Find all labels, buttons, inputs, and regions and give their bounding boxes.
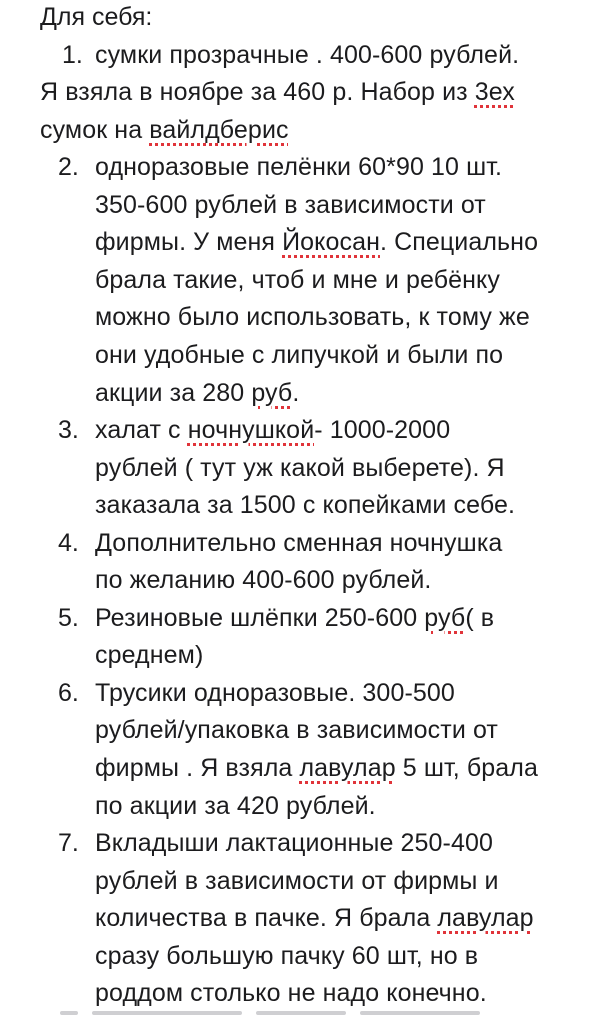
list-item-line (95, 975, 487, 1012)
line-text: акции за 280 (95, 378, 252, 407)
next-line-cutoff (60, 1008, 520, 1015)
misspelled-word[interactable]: лавулар (437, 904, 534, 933)
line-text: Я взяла в ноябре за 460 р. Набор из (40, 78, 475, 107)
list-number: 7. (58, 829, 79, 858)
line-text: рублей/упаковка в зависимости от (95, 716, 498, 745)
line-text: Вкладыши лактационные 250-400 (95, 829, 493, 858)
list-item-line (95, 788, 376, 825)
line-text: . (292, 378, 300, 407)
line-text: Дополнительно сменная ночнушка (95, 528, 503, 557)
note-heading: Для себя: (40, 3, 153, 31)
line-text: роддом столько не надо конечно. (95, 979, 487, 1008)
line-text: по акции за 420 рублей. (95, 791, 376, 820)
line-text: сумок на (40, 115, 150, 144)
list-item-line (40, 74, 515, 111)
misspelled-word[interactable]: лавулар (299, 754, 396, 782)
misspelled-word[interactable]: вайлдберис (149, 115, 289, 144)
list-item-line (95, 562, 431, 599)
line-text: . Специально (380, 228, 539, 257)
line-text: сразу большую пачку 60 шт, но в (95, 941, 479, 970)
line-text: 5 шт, брала (395, 754, 538, 782)
list-number: 5. (58, 603, 79, 632)
list-item-line (95, 487, 515, 524)
line-text: рублей в зависимости от фирмы и (95, 866, 499, 895)
list-item-line (95, 600, 494, 637)
list-item-line (95, 262, 500, 299)
list-item-line (95, 712, 498, 749)
list-item-line (95, 525, 502, 562)
line-text: одноразовые пелёнки 60*90 10 шт. (95, 153, 503, 182)
list-item-line (95, 412, 450, 449)
list-item-line (95, 637, 203, 674)
line-text: количества в пачке. Я брала (95, 904, 438, 933)
list-item-line (95, 337, 503, 374)
line-text: Резиновые шлёпки 250-600 (95, 603, 425, 632)
line-text: фирмы. У меня (95, 228, 283, 257)
list-item-line (95, 224, 538, 261)
list-item-line (95, 750, 538, 787)
list-item-line (95, 149, 502, 186)
list-item-line (40, 112, 289, 149)
list-item-line (95, 675, 455, 712)
line-text: сумки прозрачные . 400-600 рублей. (95, 40, 520, 69)
list-item-line (95, 900, 534, 937)
list-number: 1. (62, 40, 83, 69)
list-item-line (95, 299, 530, 336)
misspelled-word[interactable]: Йокосан (282, 228, 380, 257)
list-number: 2. (58, 153, 79, 182)
line-text: по желанию 400-600 рублей. (95, 566, 432, 595)
list-item-line (95, 37, 519, 74)
list-item-line (95, 450, 505, 487)
line-text: можно было использовать, к тому же (95, 303, 530, 332)
list-item-line (95, 863, 499, 900)
misspelled-word[interactable]: руб (424, 603, 466, 632)
misspelled-word[interactable]: руб (251, 378, 293, 407)
list-item-line (95, 825, 493, 862)
line-text: Трусики одноразовые. 300-500 (95, 678, 455, 707)
line-text: - 1000-2000 (314, 416, 451, 445)
list-item-line (95, 938, 478, 975)
line-text: они удобные с липучкой и были по (95, 340, 504, 369)
misspelled-word[interactable]: 3ех (474, 78, 515, 107)
list-number: 3. (58, 416, 79, 445)
list-item-line (95, 375, 299, 412)
list-item-line (95, 187, 486, 224)
misspelled-word[interactable]: ночнушкой (187, 416, 315, 445)
line-text: брала такие, чтоб и мне и ребёнку (95, 265, 500, 294)
list-number: 4. (58, 528, 79, 557)
line-text: ( в (465, 603, 495, 632)
line-text: халат с (95, 416, 188, 445)
line-text: фирмы . Я взяла (95, 754, 300, 782)
line-text: 350-600 рублей в зависимости от (95, 190, 486, 219)
line-text: рублей ( тут уж какой выберете). Я (95, 453, 505, 482)
line-text: заказала за 1500 с копейками себе. (95, 491, 516, 520)
list-number: 6. (58, 678, 79, 707)
line-text: среднем) (95, 641, 204, 670)
